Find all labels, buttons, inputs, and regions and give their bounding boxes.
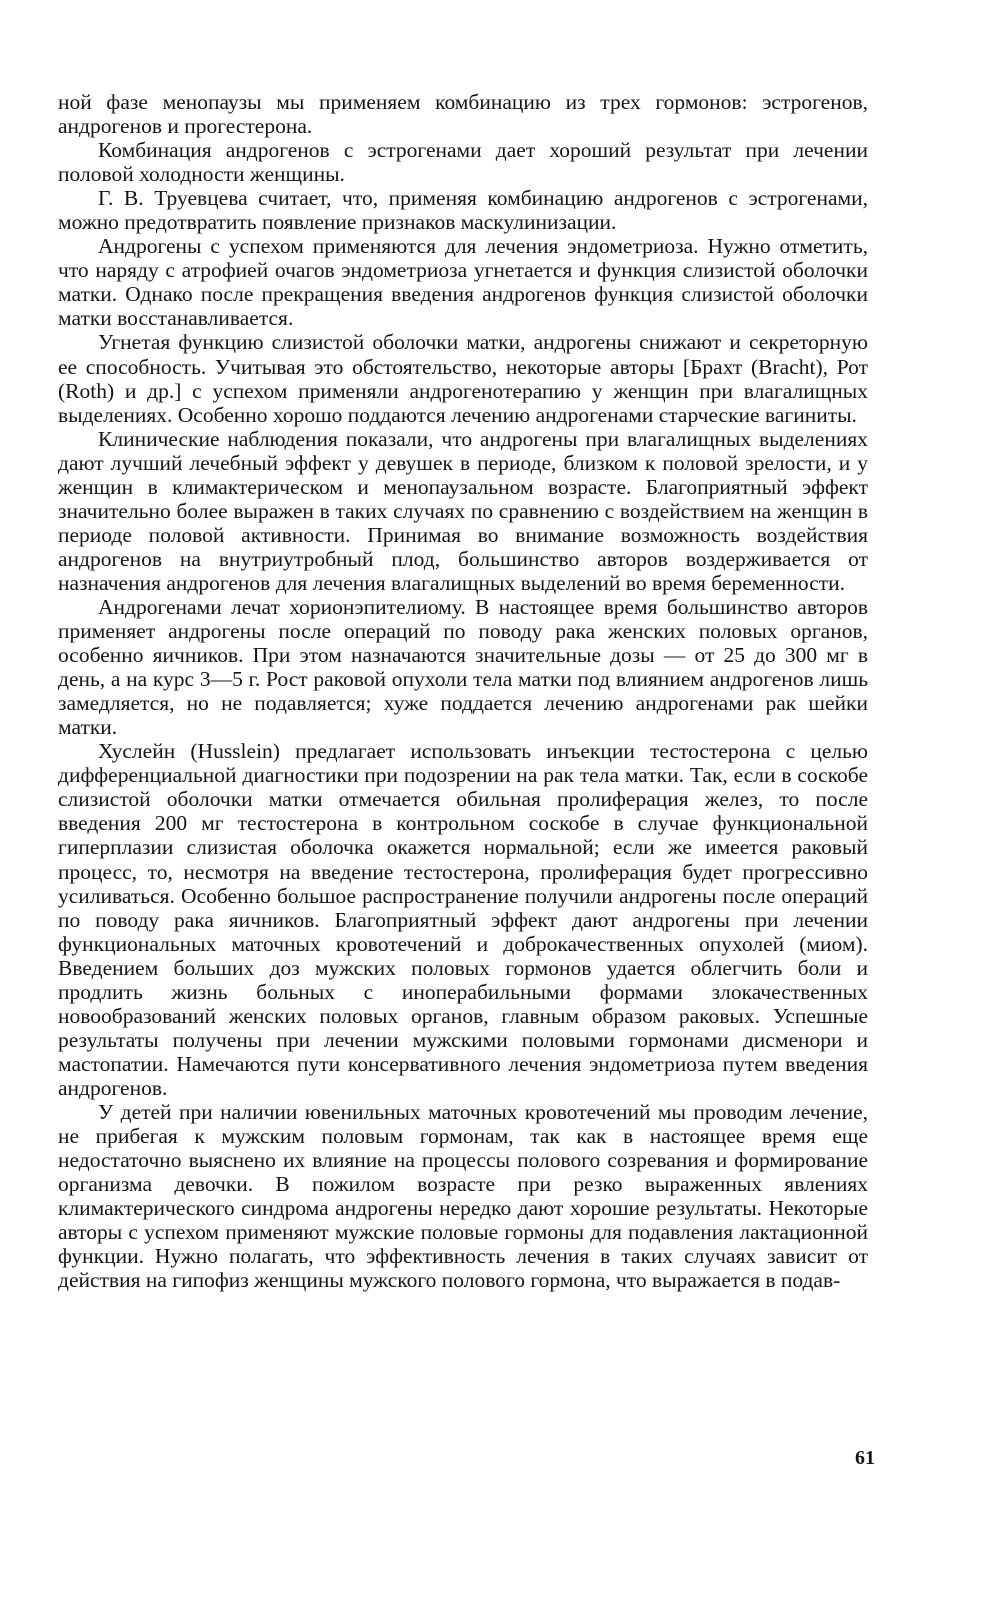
page-body	[58, 90, 868, 1292]
paragraph-2: Комбинация андрогенов с эстрогенами дает хороший результат при лечении половой холодности женщины.	[58, 138, 868, 187]
paragraph-4: Андрогены с успехом применяются для лечения эндометриоза. Нужно отметить, что наряду с атрофией очагов эндометриоза угнетается и функция слизистой оболочки матки. Однако после прекращения введения андрогенов функция слизистой оболочки матки восстанавливается.	[58, 234, 868, 331]
paragraph-5: Угнетая функцию слизистой оболочки матки, андрогены снижают и секреторную ее способность. Учитывая это обстоятельство, некоторые авторы [Брахт (Bracht), Рот (Roth) и др.] с успехом применяли андрогенотерапию у женщин при влагалищных выделениях. Особенно хорошо поддаются лечению андрогенами старческие вагиниты.	[58, 330, 868, 427]
paragraph-6: Клинические наблюдения показали, что андрогены при влагалищных выделениях дают лучший лечебный эффект у девушек в периоде, близком к половой зрелости, и у женщин в климактерическом и менопаузальном возрасте. Благоприятный эффект значительно более выражен в таких случаях по сравнению с воздействием на женщин в периоде половой активности. Принимая во внимание возможность воздействия андрогенов на внутриутробный плод, большинство авторов воздерживается от назначения андрогенов для лечения влагалищных выделений во время беременности.	[58, 426, 868, 595]
paragraph-3: Г. В. Труевцева считает, что, применяя комбинацию андрогенов с эстрогенами, можно предотвратить появление признаков маскулинизации.	[58, 186, 868, 235]
paragraph-9: У детей при наличии ювенильных маточных кровотечений мы проводим лечение, не прибегая к мужским половым гормонам, так как в настоящее время еще недостаточно выяснено их влияние на процессы полового созревания и формирование организма девочки. В пожилом возрасте при резко выраженных явлениях климактерического синдрома андрогены нередко дают хорошие результаты. Некоторые авторы с успехом применяют мужские половые гормоны для подавления лактационной функции. Нужно полагать, что эффективность лечения в таких случаях зависит от действия на гипофиз женщины мужского полового гормона, что выражается в подав-	[58, 1099, 868, 1293]
paragraph-8: Хуслейн (Husslein) предлагает использовать инъекции тестостерона с целью дифференциальной диагностики при подозрении на рак тела матки. Так, если в соскобе слизистой оболочки матки отмечается обильная пролиферация желез, то после введения 200 мг тестостерона в контрольном соскобе в случае функциональной гиперплазии слизистая оболочка окажется нормальной; если же имеется раковый процесс, то, несмотря на введение тестостерона, пролиферация будет прогрессивно усиливаться. Особенно большое распространение получили андрогены после операций по поводу рака яичников. Благоприятный эффект дают андрогены при лечении функциональных маточных кровотечений и доброкачественных опухолей (миом). Введением больших доз мужских половых гормонов удается облегчить боли и продлить жизнь больных с иноперабильными формами злокачественных новообразований женских половых органов, главным образом раковых. Успешные результаты получены при лечении мужскими половыми гормонами дисменори и мастопатии. Намечаются пути консервативного лечения эндометриоза путем введения андрогенов.	[58, 739, 868, 1100]
paragraph-1: ной фазе менопаузы мы применяем комбинацию из трех гормонов: эстрогенов, андрогенов и прогестерона.	[58, 90, 868, 139]
page-number: 61	[855, 1447, 875, 1469]
paragraph-7: Андрогенами лечат хорионэпителиому. В настоящее время большинство авторов применяет андрогены после операций по поводу рака женских половых органов, особенно яичников. При этом назначаются значительные дозы — от 25 до 300 мг в день, а на курс 3—5 г. Рост раковой опухоли тела матки под влиянием андрогенов лишь замедляется, но не подавляется; хуже поддается лечению андрогенами рак шейки матки.	[58, 594, 868, 740]
